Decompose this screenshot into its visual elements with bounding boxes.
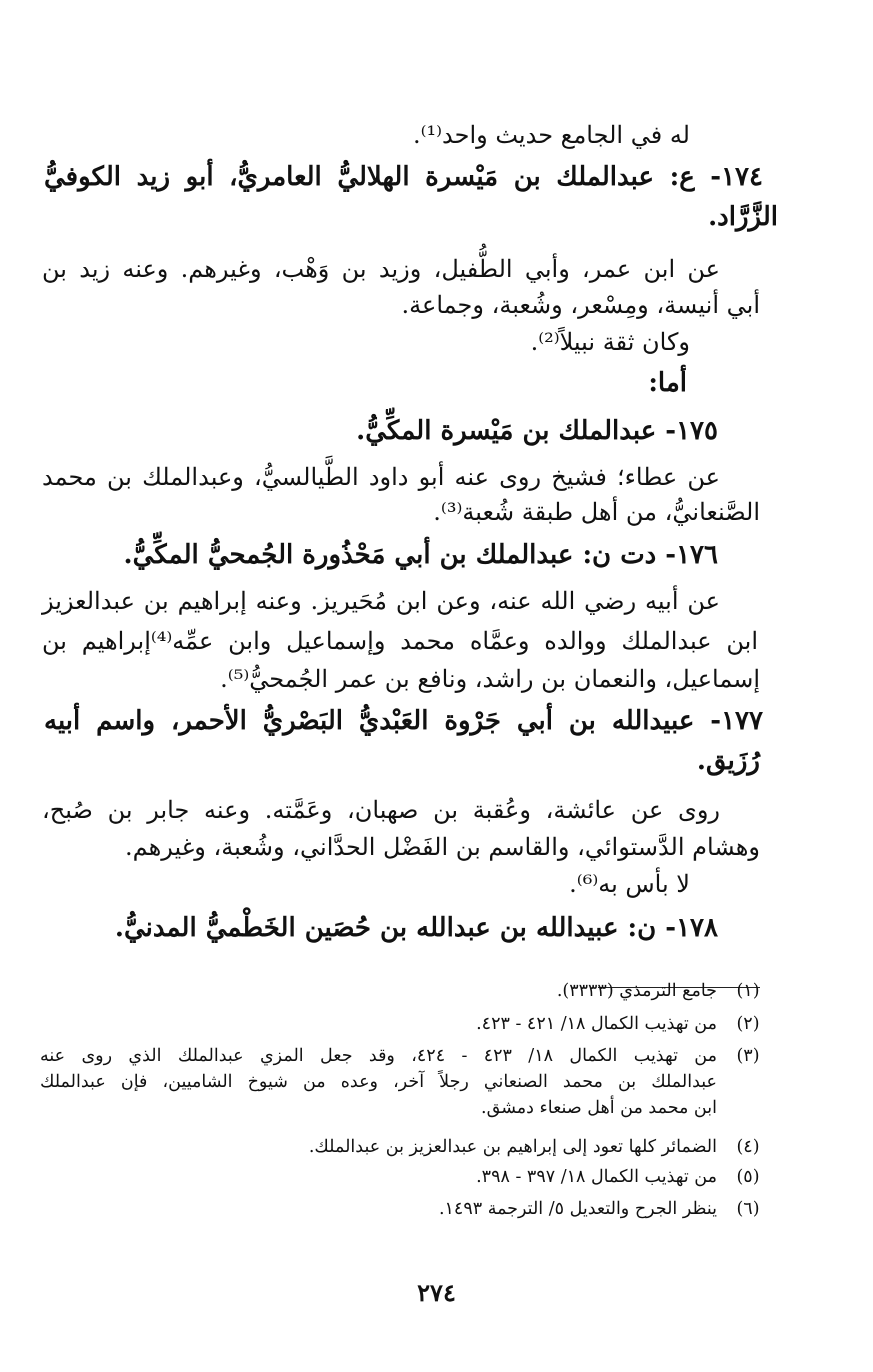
body-line: الصَّنعانيُّ، من أهل طبقة شُعبة⁽³⁾. bbox=[433, 498, 760, 526]
footnote-number: (٣) bbox=[736, 1046, 760, 1066]
body-line: ابن عبدالملك ووالده وعمَّاه محمد وإسماعيل وابن عمِّه⁽⁴⁾إبراهيم بن bbox=[42, 627, 758, 655]
body-line: وكان ثقة نبيلاً⁽²⁾. bbox=[530, 328, 690, 356]
body-line: وهشام الدَّستوائي، والقاسم بن الفَضْل الحدَّاني، وشُعبة، وغيرهم. bbox=[124, 833, 760, 861]
entry-heading-176: ١٧٦- دت ن: عبدالملك بن أبي مَحْذُورة الجُمحيُّ المكِّيُّ. bbox=[123, 540, 718, 570]
footnote-text: الضمائر كلها تعود إلى إبراهيم بن عبدالعزيز بن عبدالملك. bbox=[308, 1137, 717, 1157]
footnote-6 bbox=[40, 1196, 765, 1222]
body-line: لا بأس به⁽⁶⁾. bbox=[569, 870, 690, 898]
footnote-5 bbox=[40, 1164, 765, 1190]
body-line: عن ابن عمر، وأبي الطُّفيل، وزيد بن وَهْب، وغيرهم. وعنه زيد بن bbox=[42, 255, 721, 283]
footnote-text: من تهذيب الكمال ١٨/ ٤٢٣ - ٤٢٤، وقد جعل المزي عبدالملك الذي روى عنه bbox=[40, 1046, 717, 1066]
body-line: إسماعيل، والنعمان بن راشد، ونافع بن عمر الجُمحيُّ⁽⁵⁾. bbox=[220, 665, 760, 693]
section-label-ama: أما: bbox=[648, 368, 687, 398]
body-line: عن عطاء؛ فشيخ روى عنه أبو داود الطَّيالسيُّ، وعبدالملك بن محمد bbox=[42, 463, 720, 491]
footnote-number: (٦) bbox=[736, 1199, 760, 1219]
entry-heading-174: ١٧٤- ع: عبدالملك بن مَيْسرة الهلاليُّ العامريُّ، أبو زيد الكوفيُّ bbox=[44, 162, 763, 192]
footnote-number: (٢) bbox=[736, 1014, 760, 1034]
footnote-text: ابن محمد من أهل صنعاء دمشق. bbox=[481, 1098, 717, 1118]
footnote-text: جامع الترمذي (٣٣٣٣). bbox=[556, 981, 717, 1001]
entry-heading-175: ١٧٥- عبدالملك بن مَيْسرة المكِّيُّ. bbox=[356, 416, 718, 446]
footnote-4 bbox=[40, 1134, 765, 1160]
footnote-2 bbox=[40, 1011, 765, 1037]
footnote-number: (٤) bbox=[736, 1137, 760, 1157]
footnote-text: عبدالملك بن محمد الصنعاني رجلاً آخر، وعده من شيوخ الشاميين، فإن عبدالملك bbox=[40, 1072, 717, 1092]
body-line: عن أبيه رضي الله عنه، وعن ابن مُحَيريز. وعنه إبراهيم بن عبدالعزيز bbox=[42, 587, 720, 615]
page-number: ٢٧٤ bbox=[417, 1278, 456, 1307]
footnote-3 bbox=[40, 1043, 765, 1121]
body-line: أبي أنيسة، ومِسْعر، وشُعبة، وجماعة. bbox=[401, 291, 760, 319]
footnote-number: (١) bbox=[736, 981, 760, 1001]
entry-heading-178: ١٧٨- ن: عبيدالله بن عبدالله بن حُصَين الخَطْميُّ المدنيُّ. bbox=[114, 913, 718, 943]
body-line: له في الجامع حديث واحد⁽¹⁾. bbox=[412, 121, 690, 149]
entry-heading-177: ١٧٧- عبيدالله بن أبي جَرْوة العَبْديُّ البَصْريُّ الأحمر، واسم أبيه bbox=[44, 706, 763, 736]
entry-heading-174-cont: الزَّرَّاد. bbox=[708, 202, 778, 232]
footnote-text: من تهذيب الكمال ١٨/ ٤٢١ - ٤٢٣. bbox=[476, 1014, 717, 1034]
entry-heading-177-cont: رُزَيق. bbox=[696, 746, 760, 776]
footnote-text: ينظر الجرح والتعديل ٥/ الترجمة ١٤٩٣. bbox=[438, 1199, 717, 1219]
footnote-number: (٥) bbox=[736, 1167, 760, 1187]
footnote-1 bbox=[40, 978, 765, 1004]
footnote-text: من تهذيب الكمال ١٨/ ٣٩٧ - ٣٩٨. bbox=[476, 1167, 717, 1187]
body-line: روى عن عائشة، وعُقبة بن صهبان، وعَمَّته. وعنه جابر بن صُبح، bbox=[42, 796, 720, 824]
